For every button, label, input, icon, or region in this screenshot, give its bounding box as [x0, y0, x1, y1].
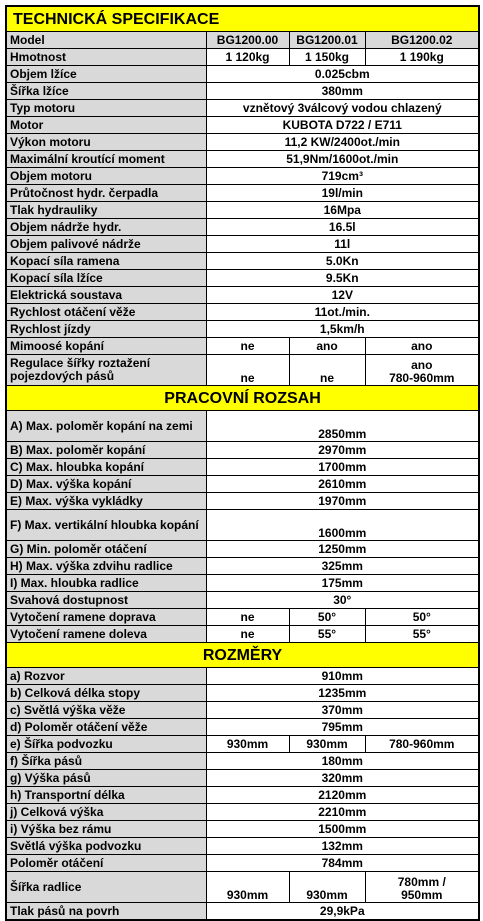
- spec-label: c) Světlá výška věže: [6, 702, 206, 719]
- spec-label: d) Poloměr otáčení věže: [6, 719, 206, 736]
- spec-label: F) Max. vertikální hloubka kopání: [6, 510, 206, 541]
- spec-label: h) Transportní délka: [6, 787, 206, 804]
- spec-value: ne: [206, 609, 289, 626]
- spec-value: 1500mm: [206, 821, 479, 838]
- dimension-row: [6, 821, 479, 838]
- spec-value: 19l/min: [206, 185, 479, 202]
- spec-value: 719cm³: [206, 168, 479, 185]
- spec-value: 1700mm: [206, 459, 479, 476]
- spec-row: [6, 83, 479, 100]
- spec-label: Kopací síla ramena: [6, 253, 206, 270]
- spec-value: 11,2 KW/2400ot./min: [206, 134, 479, 151]
- spec-label: H) Max. výška zdvihu radlice: [6, 558, 206, 575]
- spec-value: 55°: [365, 626, 479, 643]
- spec-value: vznětový 3válcový vodou chlazený: [206, 100, 479, 117]
- spec-label: B) Max. poloměr kopání: [6, 442, 206, 459]
- spec-label: Kopací síla lžíce: [6, 270, 206, 287]
- dimension-row: [6, 685, 479, 702]
- spec-label: Poloměr otáčení: [6, 855, 206, 872]
- spec-sheet: [5, 5, 478, 921]
- dimension-row: [6, 753, 479, 770]
- dimension-row: [6, 838, 479, 855]
- spec-value: 325mm: [206, 558, 479, 575]
- section-title: PRACOVNÍ ROZSAH: [6, 386, 479, 411]
- range-row: [6, 541, 479, 558]
- spec-row: [6, 202, 479, 219]
- spec-label: Rychlost otáčení věže: [6, 304, 206, 321]
- spec-label: Vytočení ramene doprava: [6, 609, 206, 626]
- spec-value: ne: [206, 355, 289, 386]
- spec-value: KUBOTA D722 / E711: [206, 117, 479, 134]
- spec-label: Vytočení ramene doleva: [6, 626, 206, 643]
- range-row: [6, 493, 479, 510]
- spec-label: D) Max. výška kopání: [6, 476, 206, 493]
- spec-label: Regulace šířky roztažení pojezdových pásů: [6, 355, 206, 386]
- section-title: ROZMĚRY: [6, 643, 479, 668]
- spec-label: Motor: [6, 117, 206, 134]
- spec-value: 12V: [206, 287, 479, 304]
- spec-value: 1 190kg: [365, 49, 479, 66]
- range-row: [6, 558, 479, 575]
- spec-row: [6, 355, 479, 386]
- spec-table: [5, 5, 480, 921]
- dimension-row: [6, 719, 479, 736]
- spec-value: ano 780-960mm: [365, 355, 479, 386]
- spec-value: 1 150kg: [289, 49, 365, 66]
- spec-label: Průtočnost hydr. čerpadla: [6, 185, 206, 202]
- dimension-row: [6, 668, 479, 685]
- spec-value: 11ot./min.: [206, 304, 479, 321]
- spec-value: 11l: [206, 236, 479, 253]
- spec-value: 780mm / 950mm: [365, 872, 479, 903]
- dimension-row: [6, 770, 479, 787]
- spec-value: 0.025cbm: [206, 66, 479, 83]
- range-row: [6, 626, 479, 643]
- spec-label: E) Max. výška vykládky: [6, 493, 206, 510]
- spec-label: Výkon motoru: [6, 134, 206, 151]
- spec-row: [6, 100, 479, 117]
- spec-label: g) Výška pásů: [6, 770, 206, 787]
- spec-value: 16.5l: [206, 219, 479, 236]
- spec-label: Objem motoru: [6, 168, 206, 185]
- spec-value: ano: [365, 338, 479, 355]
- spec-label: j) Celková výška: [6, 804, 206, 821]
- spec-row: [6, 287, 479, 304]
- model-value: BG1200.02: [365, 32, 479, 49]
- spec-value: 1600mm: [206, 510, 479, 541]
- spec-label: Maximální kroutící moment: [6, 151, 206, 168]
- spec-value: 930mm: [206, 872, 289, 903]
- page-title: TECHNICKÁ SPECIFIKACE: [6, 6, 479, 32]
- dimension-row: [6, 804, 479, 821]
- range-row: [6, 459, 479, 476]
- spec-value: ano: [289, 338, 365, 355]
- spec-value: 1 120kg: [206, 49, 289, 66]
- range-row: [6, 411, 479, 442]
- range-row: [6, 510, 479, 541]
- section-header-range: [6, 386, 479, 411]
- spec-row: [6, 134, 479, 151]
- spec-value: 55°: [289, 626, 365, 643]
- spec-value: 180mm: [206, 753, 479, 770]
- spec-label: Světlá výška podvozku: [6, 838, 206, 855]
- spec-label: Elektrická soustava: [6, 287, 206, 304]
- spec-row: [6, 270, 479, 287]
- spec-value: 51,9Nm/1600ot./min: [206, 151, 479, 168]
- spec-value: 30°: [206, 592, 479, 609]
- dimension-row: [6, 787, 479, 804]
- spec-label: Rychlost jízdy: [6, 321, 206, 338]
- dimension-row: [6, 903, 479, 921]
- spec-value: 29,9kPa: [206, 903, 479, 921]
- spec-value: 784mm: [206, 855, 479, 872]
- spec-label: e) Šířka podvozku: [6, 736, 206, 753]
- spec-label: Hmotnost: [6, 49, 206, 66]
- spec-row: [6, 219, 479, 236]
- spec-value: 2610mm: [206, 476, 479, 493]
- spec-row: [6, 304, 479, 321]
- spec-row: [6, 236, 479, 253]
- spec-label: f) Šířka pásů: [6, 753, 206, 770]
- model-row: [6, 32, 479, 49]
- range-row: [6, 592, 479, 609]
- spec-label: A) Max. poloměr kopání na zemi: [6, 411, 206, 442]
- range-row: [6, 476, 479, 493]
- model-value: BG1200.00: [206, 32, 289, 49]
- spec-value: 132mm: [206, 838, 479, 855]
- model-value: BG1200.01: [289, 32, 365, 49]
- spec-label: I) Max. hloubka radlice: [6, 575, 206, 592]
- title-row: [6, 6, 479, 32]
- spec-value: 930mm: [289, 736, 365, 753]
- spec-value: 9.5Kn: [206, 270, 479, 287]
- spec-label: b) Celková délka stopy: [6, 685, 206, 702]
- model-label: Model: [6, 32, 206, 49]
- spec-value: 930mm: [206, 736, 289, 753]
- spec-label: Tlak pásů na povrh: [6, 903, 206, 921]
- spec-value: 50°: [365, 609, 479, 626]
- spec-label: C) Max. hloubka kopání: [6, 459, 206, 476]
- spec-row: [6, 253, 479, 270]
- spec-label: Šířka lžíce: [6, 83, 206, 100]
- spec-value: 910mm: [206, 668, 479, 685]
- spec-label: a) Rozvor: [6, 668, 206, 685]
- spec-row: [6, 338, 479, 355]
- dimension-row: [6, 702, 479, 719]
- dimension-row: [6, 872, 479, 903]
- range-row: [6, 575, 479, 592]
- spec-value: 50°: [289, 609, 365, 626]
- spec-value: ne: [206, 338, 289, 355]
- spec-value: 1,5km/h: [206, 321, 479, 338]
- spec-row: [6, 49, 479, 66]
- spec-value: 1970mm: [206, 493, 479, 510]
- spec-value: ne: [206, 626, 289, 643]
- range-row: [6, 442, 479, 459]
- spec-label: Objem palivové nádrže: [6, 236, 206, 253]
- spec-label: Typ motoru: [6, 100, 206, 117]
- spec-label: Objem lžíce: [6, 66, 206, 83]
- range-row: [6, 609, 479, 626]
- spec-value: 2120mm: [206, 787, 479, 804]
- spec-value: 380mm: [206, 83, 479, 100]
- spec-label: i) Výška bez rámu: [6, 821, 206, 838]
- spec-row: [6, 321, 479, 338]
- spec-label: G) Min. poloměr otáčení: [6, 541, 206, 558]
- spec-row: [6, 168, 479, 185]
- spec-value: 930mm: [289, 872, 365, 903]
- spec-value: ne: [289, 355, 365, 386]
- spec-label: Šířka radlice: [6, 872, 206, 903]
- spec-value: 16Mpa: [206, 202, 479, 219]
- spec-value: 1235mm: [206, 685, 479, 702]
- spec-value: 5.0Kn: [206, 253, 479, 270]
- section-header-dimensions: [6, 643, 479, 668]
- spec-value: 320mm: [206, 770, 479, 787]
- spec-value: 1250mm: [206, 541, 479, 558]
- spec-value: 2970mm: [206, 442, 479, 459]
- spec-row: [6, 185, 479, 202]
- spec-row: [6, 151, 479, 168]
- spec-label: Objem nádrže hydr.: [6, 219, 206, 236]
- spec-label: Svahová dostupnost: [6, 592, 206, 609]
- spec-value: 175mm: [206, 575, 479, 592]
- spec-value: 2210mm: [206, 804, 479, 821]
- spec-value: 370mm: [206, 702, 479, 719]
- spec-value: 795mm: [206, 719, 479, 736]
- spec-value: 2850mm: [206, 411, 479, 442]
- spec-row: [6, 66, 479, 83]
- dimension-row: [6, 855, 479, 872]
- dimension-row: [6, 736, 479, 753]
- spec-row: [6, 117, 479, 134]
- spec-value: 780-960mm: [365, 736, 479, 753]
- spec-label: Tlak hydrauliky: [6, 202, 206, 219]
- spec-label: Mimoosé kopání: [6, 338, 206, 355]
